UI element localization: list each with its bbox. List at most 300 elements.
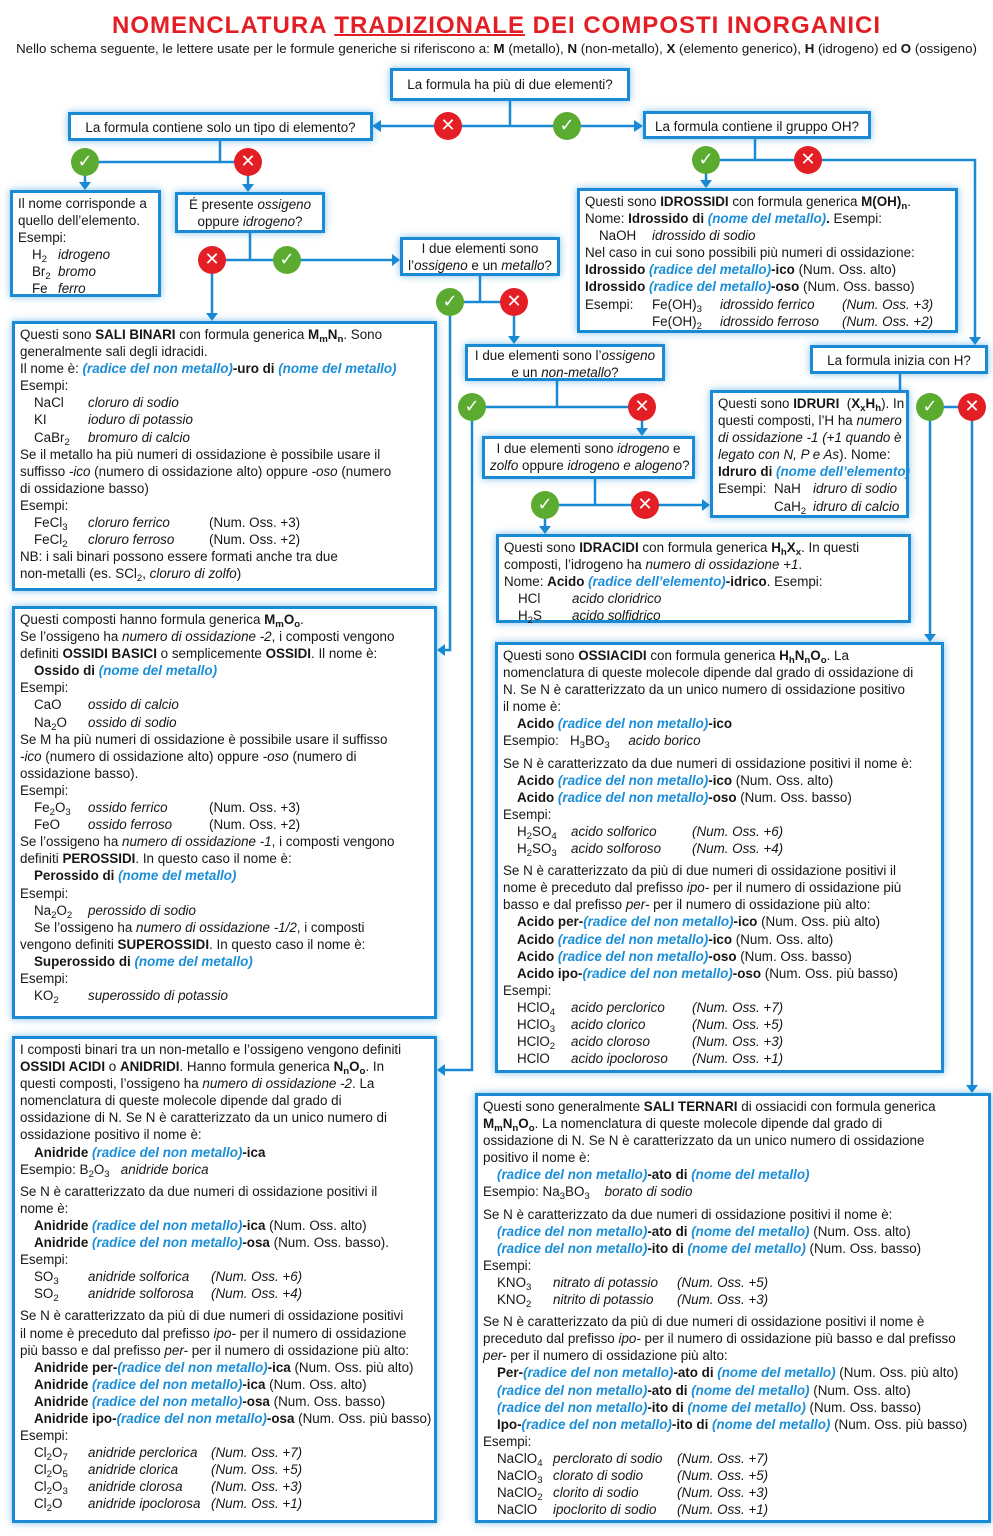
- text-segment: Questi sono: [20, 327, 96, 342]
- text-segment: OSSIACIDI: [578, 648, 647, 663]
- text-segment: di ossidazione basso): [20, 480, 149, 496]
- column-cell: [34, 1495, 88, 1515]
- text-line: [483, 1132, 983, 1149]
- text-line: [503, 931, 936, 948]
- text-line: [503, 1033, 936, 1053]
- text-segment: idruro di calcio: [813, 498, 900, 514]
- text-segment: (Num. Oss. alto): [809, 1223, 911, 1239]
- question-oh-group: [643, 111, 871, 139]
- text-segment: Esempi:: [503, 806, 552, 822]
- text-segment: -ico: [20, 748, 42, 764]
- text-segment: .: [907, 194, 911, 209]
- text-segment: OSSIDI ACIDI: [20, 1059, 106, 1075]
- text-segment: (Num. Oss. +3): [692, 1034, 784, 1050]
- yes-icon: ✓: [553, 112, 581, 140]
- text-segment: (nome del metallo): [717, 1365, 836, 1381]
- text-segment: Per-: [497, 1365, 524, 1381]
- text-line: [20, 1427, 429, 1444]
- text-line: [20, 531, 429, 551]
- single-element-box: [10, 190, 161, 297]
- text-segment: Esempi:: [483, 1433, 532, 1449]
- text-segment: anidride solforica: [88, 1269, 190, 1285]
- text-segment: KI: [34, 412, 47, 428]
- text-segment: (radice del non metallo): [557, 789, 709, 805]
- text-segment: 3: [549, 1024, 556, 1036]
- column-cell: [497, 1501, 553, 1518]
- anidridi-box: [12, 1036, 437, 1523]
- text-segment: (nome dell’elemento): [776, 464, 910, 480]
- text-line: [503, 823, 936, 843]
- column-cell: [692, 1050, 783, 1067]
- text-segment: OSSIDI: [265, 646, 311, 662]
- text-line: [18, 229, 153, 246]
- text-line: [483, 1274, 983, 1294]
- text-line: [20, 411, 429, 428]
- text-segment: X: [851, 396, 861, 411]
- text-segment: -oso: [708, 948, 737, 964]
- text-segment: 3: [65, 807, 71, 819]
- text-segment: Esempi:: [585, 296, 634, 312]
- text-segment: (Num. Oss. basso): [736, 948, 852, 964]
- text-segment: oppure: [518, 458, 568, 474]
- column-cell: [842, 313, 933, 330]
- text-segment: acido cloroso: [571, 1034, 650, 1050]
- text-segment: (radice del non metallo): [582, 965, 733, 981]
- text-segment: SALI TERNARI: [643, 1099, 738, 1114]
- column-cell: [497, 1484, 553, 1504]
- text-segment: il nome è preceduto dal prefisso: [20, 1325, 214, 1341]
- column-cell: [677, 1501, 768, 1518]
- text-segment: (idrogeno) ed: [814, 41, 901, 56]
- text-segment: nome è preceduto dal prefisso: [503, 880, 687, 896]
- text-segment: 3: [559, 1191, 566, 1203]
- text-segment: per il numero di ossidazione più basso e dal prefisso: [640, 1331, 956, 1347]
- text-segment: n: [804, 655, 811, 667]
- question-oxygen-and-metal: [400, 237, 560, 276]
- text-segment: numero di ossidazione -1: [122, 834, 272, 850]
- text-line: [473, 364, 657, 381]
- text-segment: Se N è caratterizzato da più di due numeri di ossidazione positivi il: [503, 863, 896, 879]
- text-segment: Acido: [517, 772, 558, 788]
- yes-icon: ✓: [273, 246, 301, 274]
- text-segment: o: [294, 619, 301, 631]
- text-segment: Cl: [34, 1462, 47, 1478]
- text-segment: (radice del non metallo): [497, 1240, 648, 1256]
- text-line: [20, 1058, 429, 1078]
- text-line: [503, 913, 936, 930]
- text-segment: (radice del non metallo): [92, 1144, 243, 1160]
- text-segment: Fe(OH): [652, 313, 697, 329]
- text-segment: n: [343, 1066, 350, 1078]
- text-segment: 2: [41, 254, 48, 266]
- text-segment: ossidazione positivo il nome è:: [20, 1127, 202, 1143]
- text-line: [20, 953, 429, 970]
- text-segment: 2: [537, 1492, 543, 1504]
- column-cell: [88, 411, 209, 428]
- text-line: [20, 548, 429, 565]
- column-cell: [34, 799, 88, 819]
- text-segment: Perossido di: [34, 868, 119, 884]
- column-cell: [718, 480, 774, 497]
- column-cell: [497, 1450, 553, 1467]
- arrow-right-icon: [702, 499, 710, 511]
- text-line: [20, 867, 429, 884]
- text-line: [20, 1217, 429, 1234]
- column-cell: [209, 816, 300, 833]
- column-cell: [34, 1461, 88, 1481]
- text-segment: idrogeno e alogeno: [567, 458, 683, 474]
- text-line: [718, 412, 901, 429]
- column-cell: [34, 696, 88, 713]
- text-line: [503, 647, 936, 667]
- text-line: [473, 347, 657, 364]
- column-cell: [517, 1050, 571, 1067]
- arrow-down-icon: [969, 337, 981, 345]
- column-cell: [517, 840, 571, 860]
- text-segment: (Num. Oss. alto): [809, 1382, 911, 1398]
- column-cell: [211, 1478, 302, 1495]
- text-segment: per-: [625, 897, 650, 913]
- text-line: [585, 296, 950, 313]
- text-segment: Se il metallo ha più numeri di ossidazione è possibile usare il: [20, 446, 381, 462]
- text-segment: Anidride: [34, 1144, 93, 1160]
- text-segment: Esempi:: [718, 481, 767, 497]
- text-segment: per il numero di ossidazione più alto:: [506, 1348, 728, 1364]
- column-cell: [34, 1285, 88, 1305]
- text-segment: o semplicemente: [156, 646, 266, 662]
- text-segment: e un: [467, 258, 502, 274]
- column-cell: [34, 429, 88, 446]
- column-cell: [211, 1285, 302, 1302]
- text-segment: Acido per-: [517, 914, 584, 930]
- text-segment: -oso: [262, 748, 289, 764]
- text-segment: Cl: [34, 1445, 47, 1461]
- text-line: [718, 395, 905, 415]
- text-segment: legato con N, P e As: [718, 447, 840, 463]
- text-segment: idrossido di sodio: [652, 228, 756, 244]
- column-cell: [34, 714, 88, 731]
- text-segment: Ipo-: [497, 1416, 522, 1432]
- text-segment: 2: [46, 1469, 53, 1481]
- text-segment: KNO: [497, 1274, 527, 1290]
- column-cell: [88, 799, 209, 816]
- text-segment: 5: [62, 1469, 68, 1481]
- text-line: [503, 664, 936, 681]
- text-segment: (radice del non metallo): [92, 1235, 243, 1251]
- text-segment: M: [483, 1116, 495, 1132]
- column-cell: [34, 987, 88, 1007]
- text-segment: -ico: [708, 931, 733, 947]
- column-cell: [497, 1274, 553, 1294]
- column-cell: [88, 514, 209, 531]
- text-segment: 2: [49, 807, 55, 819]
- text-segment: (Num. Oss. +7): [677, 1450, 769, 1466]
- text-line: [483, 1501, 983, 1518]
- text-segment: acido cloridrico: [572, 591, 662, 607]
- text-segment: ipoclorito di sodio: [553, 1502, 657, 1518]
- text-segment: (Num. Oss. +4): [692, 841, 784, 857]
- column-cell: [32, 246, 58, 266]
- column-cell: [572, 590, 693, 607]
- text-segment: CaBr: [34, 429, 65, 445]
- column-cell: [571, 1050, 692, 1067]
- text-line: [503, 896, 936, 913]
- column-cell: [88, 1268, 211, 1285]
- column-cell: [209, 799, 300, 816]
- text-segment: (radice del non metallo): [82, 361, 233, 377]
- text-segment: -oso: [732, 965, 762, 981]
- text-line: [503, 840, 936, 860]
- text-segment: 3: [551, 848, 557, 860]
- text-line: [483, 1416, 983, 1433]
- text-segment: non-metallo: [541, 365, 612, 381]
- text-segment: FeO: [34, 817, 61, 833]
- text-segment: Esempi:: [20, 378, 69, 394]
- text-segment: Il nome corrisponde a: [18, 196, 147, 211]
- column-cell: [34, 816, 88, 833]
- text-segment: acido clorico: [571, 1016, 646, 1032]
- column-cell: [677, 1274, 768, 1291]
- text-segment: HClO: [517, 1051, 550, 1067]
- text-segment: (Num. Oss. +5): [692, 1016, 784, 1032]
- column-cell: [813, 480, 897, 497]
- text-segment: Esempi:: [18, 230, 67, 246]
- text-line: [20, 1251, 429, 1268]
- text-segment: -oso: [311, 463, 338, 479]
- column-cell: [209, 531, 300, 548]
- text-segment: É presente: [188, 197, 258, 212]
- text-segment: cloruro di zolfo: [149, 566, 237, 582]
- text-segment: acido solforico: [571, 823, 657, 839]
- text-segment: Acido: [517, 931, 558, 947]
- arrow-down-icon: [79, 182, 91, 190]
- text-segment: e: [669, 441, 681, 456]
- text-segment: Fe: [34, 800, 50, 816]
- text-segment: numero di ossidazione -2: [122, 629, 272, 645]
- text-segment: La formula ha più di due elementi?: [407, 77, 613, 92]
- text-line: [483, 1240, 983, 1257]
- text-line: [503, 806, 936, 823]
- text-line: [20, 463, 429, 480]
- text-segment: Fe: [32, 281, 48, 297]
- text-segment: 2: [46, 1452, 53, 1464]
- text-segment: Esempi:: [829, 211, 882, 227]
- text-segment: (Num. Oss. +3): [842, 296, 934, 312]
- text-line: [483, 1115, 983, 1135]
- text-segment: O: [55, 800, 66, 816]
- sali-binari-box: [12, 321, 437, 591]
- text-segment: -ico: [708, 716, 733, 732]
- text-line: [18, 246, 153, 266]
- text-segment: H: [518, 608, 528, 624]
- text-segment: H: [771, 540, 781, 555]
- text-segment: ferro: [58, 281, 86, 297]
- text-line: [483, 1330, 983, 1347]
- text-segment: Anidride: [34, 1217, 93, 1233]
- text-segment: Anidride: [34, 1376, 93, 1392]
- text-line: [20, 1307, 429, 1324]
- text-segment: (nome del metallo): [134, 953, 253, 969]
- text-segment: I composti binari tra un non-metallo e l’ossigeno vengono definiti: [20, 1042, 402, 1057]
- text-line: [20, 902, 429, 919]
- text-line: [18, 280, 153, 297]
- text-line: [585, 193, 950, 213]
- text-line: [483, 1450, 983, 1467]
- column-cell: [209, 514, 300, 531]
- text-segment: l’: [408, 258, 415, 274]
- text-line: [503, 755, 936, 772]
- text-line: [718, 498, 901, 515]
- text-line: [20, 394, 429, 411]
- text-segment: SALI BINARI: [95, 327, 176, 342]
- text-segment: -ica: [267, 1359, 291, 1375]
- text-segment: (radice del non metallo): [523, 1365, 674, 1381]
- column-cell: [88, 714, 209, 731]
- text-segment: nome è:: [20, 1200, 69, 1216]
- column-cell: [517, 1016, 571, 1036]
- column-cell: [677, 1467, 768, 1484]
- text-segment: (nome del metallo): [687, 1240, 806, 1256]
- text-segment: (Num. Oss. +2): [209, 532, 301, 548]
- text-line: [20, 970, 429, 987]
- text-segment: anidride perclorica: [88, 1445, 198, 1461]
- text-line: [20, 1461, 429, 1481]
- text-segment: Esempio: B: [20, 1161, 89, 1177]
- idrossidi-box: [577, 188, 958, 333]
- text-segment: (Num. Oss. +6): [692, 823, 784, 839]
- text-segment: nitrato di potassio: [553, 1274, 658, 1290]
- text-segment: 4: [551, 831, 557, 843]
- text-segment: La formula inizia con H?: [827, 353, 971, 368]
- text-line: [503, 772, 936, 789]
- text-segment: (nome del metallo): [707, 211, 827, 227]
- text-segment: 2: [527, 615, 534, 627]
- text-segment: Il nome è:: [20, 361, 83, 377]
- text-segment: 2: [66, 909, 73, 921]
- text-line: [483, 1433, 983, 1450]
- text-segment: -uro di: [232, 361, 279, 377]
- text-segment: acido perclorico: [571, 999, 665, 1015]
- text-segment: Se N è caratterizzato da due numeri di ossidazione positivi il nome è:: [483, 1206, 893, 1222]
- text-segment: (non-metallo),: [577, 41, 667, 56]
- text-segment: HClO: [517, 1016, 550, 1032]
- text-segment: -ica: [242, 1144, 266, 1160]
- yes-icon: ✓: [436, 288, 464, 316]
- text-segment: anidride clorosa: [88, 1479, 183, 1495]
- text-segment: (: [839, 396, 852, 411]
- text-segment: numero: [856, 413, 902, 429]
- ossiacidi-box: [495, 642, 944, 1073]
- text-line: [585, 278, 950, 295]
- text-segment: -ito di: [671, 1416, 713, 1432]
- text-segment: [610, 733, 629, 748]
- text-segment: (radice del metallo): [649, 279, 772, 295]
- text-segment: O: [900, 41, 912, 56]
- text-segment: -ato di: [647, 1382, 692, 1398]
- text-segment: . La nomenclatura di queste molecole dipende dal grado di: [534, 1116, 883, 1132]
- text-segment: 2: [526, 848, 533, 860]
- text-segment: HClO: [517, 1034, 550, 1050]
- text-line: [18, 212, 153, 229]
- text-segment: (radice del non metallo): [117, 1359, 268, 1375]
- text-segment: (radice del non metallo): [557, 931, 709, 947]
- text-segment: bromo: [58, 264, 96, 280]
- text-segment: OSSIDI BASICI: [62, 646, 157, 662]
- column-cell: [692, 999, 783, 1016]
- text-segment: NaClO: [497, 1450, 538, 1466]
- text-segment: Se N è caratterizzato da due numeri di ossidazione positivi il: [20, 1183, 378, 1199]
- column-cell: [677, 1450, 768, 1467]
- text-segment: o: [528, 1123, 535, 1135]
- text-line: [20, 360, 429, 377]
- arrow-down-icon: [508, 336, 520, 344]
- text-line: [483, 1313, 983, 1330]
- text-segment: SO: [532, 823, 552, 839]
- text-line: [20, 731, 429, 748]
- ossidi-box: [12, 606, 437, 1019]
- text-line: [20, 1478, 429, 1498]
- text-segment: (Num. Oss. più alto): [290, 1359, 414, 1375]
- text-segment: (Num. Oss. +7): [692, 999, 784, 1015]
- text-line: [20, 816, 429, 833]
- arrow-down-icon: [966, 1085, 978, 1093]
- text-segment: 2: [51, 909, 57, 921]
- text-line: [585, 210, 950, 227]
- text-segment: 2: [136, 573, 143, 585]
- text-line: [20, 497, 429, 514]
- text-segment: con formula generica: [175, 327, 309, 342]
- text-segment: anidride ipoclorosa: [88, 1496, 201, 1512]
- text-segment: O: [56, 902, 67, 918]
- column-cell: [599, 227, 652, 244]
- text-segment: (Num. Oss. +7): [211, 1445, 303, 1461]
- text-segment: KO: [34, 988, 54, 1004]
- column-cell: [517, 999, 571, 1016]
- text-segment: 2: [53, 995, 59, 1007]
- text-segment: O: [56, 714, 67, 730]
- text-segment: ipo-: [618, 1331, 641, 1347]
- text-line: [718, 463, 910, 480]
- text-segment: 3: [584, 1191, 590, 1203]
- text-segment: (Num. Oss. +4): [211, 1286, 303, 1302]
- text-segment: borato di sodio: [604, 1184, 693, 1200]
- text-line: [20, 1342, 429, 1359]
- text-line: [503, 1016, 936, 1036]
- text-segment: FeCl: [34, 532, 63, 548]
- text-segment: (radice del non metallo): [497, 1399, 648, 1415]
- text-segment: (radice del non metallo): [497, 1223, 648, 1239]
- text-line: [20, 514, 429, 534]
- text-segment: H: [779, 648, 789, 663]
- text-segment: , i composti vengono: [271, 834, 395, 850]
- idracidi-box: [496, 534, 911, 627]
- text-segment: ): [236, 566, 242, 582]
- column-cell: [58, 280, 179, 297]
- text-segment: I due elementi sono: [421, 241, 539, 256]
- text-segment: 3: [526, 1282, 532, 1294]
- no-icon: ✕: [434, 112, 462, 140]
- text-segment: . La: [352, 1076, 375, 1092]
- column-cell: [692, 1016, 783, 1033]
- text-line: [20, 1393, 429, 1410]
- text-segment: basso e dal prefisso: [503, 897, 626, 913]
- text-line: [483, 1484, 983, 1504]
- text-segment: O: [52, 1496, 63, 1512]
- text-segment: (numero di: [288, 748, 357, 764]
- text-segment: (radice del non metallo): [557, 772, 709, 788]
- text-segment: questi composti, l’ossigeno ha: [20, 1076, 203, 1092]
- text-line: [20, 782, 429, 799]
